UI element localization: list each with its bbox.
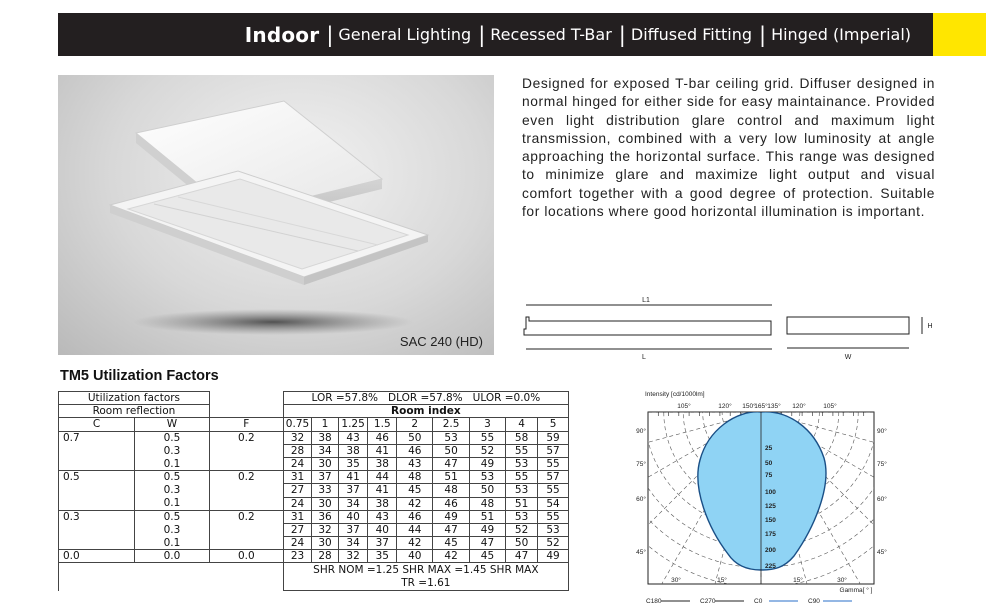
header-separator: |	[478, 22, 486, 47]
utilization-value: 45	[469, 550, 505, 563]
utilization-value: 48	[469, 497, 505, 510]
header-title	[245, 13, 911, 56]
dlor-value: DLOR =57.8%	[388, 392, 463, 405]
utilization-value: 55	[538, 484, 569, 497]
reflection-w-cell: 0.5	[135, 510, 210, 523]
dim-label-l1: L1	[642, 297, 650, 304]
utilization-value: 30	[312, 457, 338, 470]
top-angle-label: 120°	[792, 403, 806, 410]
ring-value-label: 200	[765, 547, 776, 554]
utilization-value: 55	[469, 431, 505, 444]
right-angle-label: 90°	[877, 428, 887, 435]
reflection-w-cell: 0.3	[135, 444, 210, 457]
utilization-value: 50	[469, 484, 505, 497]
top-angle-label: 105°	[677, 403, 691, 410]
header-tag-diffused: Diffused Fitting	[630, 25, 752, 44]
dim-label-w: W	[844, 354, 852, 361]
left-angle-label: 75°	[636, 461, 646, 468]
utilization-table	[58, 391, 569, 591]
bottom-angle-label: 30°	[671, 577, 681, 584]
legend-label: C0	[754, 598, 763, 605]
table-title: TM5 Utilization Factors	[60, 368, 219, 384]
lor-line	[283, 392, 568, 405]
utilization-value: 55	[506, 444, 538, 457]
utilization-value: 41	[368, 484, 397, 497]
utilization-value: 44	[397, 523, 433, 536]
dim-label-h: H	[927, 323, 933, 330]
shr-line-1: SHR NOM =1.25 SHR MAX =1.45 SHR MAX	[313, 564, 539, 577]
utilization-value: 40	[397, 550, 433, 563]
shr-line-2: TR =1.61	[401, 576, 451, 589]
header-separator: |	[759, 22, 767, 47]
utilization-value: 31	[283, 510, 312, 523]
header-tag-general-lighting: General Lighting	[338, 25, 472, 44]
utilization-value: 43	[338, 431, 368, 444]
utilization-value: 45	[433, 537, 469, 550]
product-photo	[58, 75, 494, 355]
utilization-value: 43	[397, 457, 433, 470]
legend-label: C180	[646, 598, 662, 605]
top-angle-label: 165°	[754, 403, 768, 410]
utilization-value: 24	[283, 457, 312, 470]
utilization-value: 38	[312, 431, 338, 444]
utilization-value: 37	[338, 484, 368, 497]
utilization-value: 47	[433, 457, 469, 470]
blank-cell	[59, 563, 284, 591]
room-index-header: 1	[312, 418, 338, 431]
dim-label-l: L	[642, 354, 646, 361]
lor-value: LOR =57.8%	[311, 392, 378, 405]
blank-cell	[209, 392, 283, 405]
reflection-f-cell: 0.2	[209, 471, 283, 484]
col-header-w: W	[135, 418, 210, 431]
reflection-c-cell: 0.5	[59, 471, 135, 484]
table-row	[59, 471, 569, 484]
reflection-w-cell: 0.5	[135, 471, 210, 484]
side-profile	[524, 317, 771, 335]
table-row	[59, 497, 569, 510]
left-angle-label: 45°	[636, 549, 646, 556]
utilization-value: 54	[538, 497, 569, 510]
reflection-c-cell: 0.3	[59, 510, 135, 523]
top-angle-label: 120°	[718, 403, 732, 410]
utilization-value: 50	[397, 431, 433, 444]
reflection-c-cell	[59, 497, 135, 510]
reflection-f-cell: 0.0	[209, 550, 283, 563]
luminaire-illustration	[58, 75, 494, 355]
utilization-value: 49	[469, 523, 505, 536]
table-row	[59, 444, 569, 457]
ring-value-label: 225	[765, 563, 776, 570]
room-index-header: 1.5	[368, 418, 397, 431]
utilization-value: 55	[538, 510, 569, 523]
utilization-value: 40	[368, 523, 397, 536]
utilization-value: 47	[433, 523, 469, 536]
utilization-value: 49	[469, 457, 505, 470]
table-row	[59, 510, 569, 523]
utilization-value: 53	[469, 471, 505, 484]
utilization-value: 36	[312, 510, 338, 523]
utilization-value: 46	[368, 431, 397, 444]
utilization-value: 34	[338, 537, 368, 550]
reflection-w-cell: 0.3	[135, 523, 210, 536]
utilization-value: 50	[506, 537, 538, 550]
table-row	[59, 537, 569, 550]
polar-chart	[618, 388, 908, 606]
reflection-f-cell: 0.2	[209, 431, 283, 444]
reflection-c-cell: 0.0	[59, 550, 135, 563]
room-index-header: 2	[397, 418, 433, 431]
header-separator: |	[326, 22, 334, 47]
reflection-f-cell	[209, 457, 283, 470]
top-angle-label: 105°	[823, 403, 837, 410]
reflection-w-cell: 0.5	[135, 431, 210, 444]
utilization-value: 53	[538, 523, 569, 536]
reflection-w-cell: 0.3	[135, 484, 210, 497]
reflection-c-cell	[59, 484, 135, 497]
reflection-f-cell	[209, 484, 283, 497]
room-index-header: 4	[506, 418, 538, 431]
reflection-f-cell	[209, 497, 283, 510]
utilization-value: 28	[312, 550, 338, 563]
reflection-f-cell: 0.2	[209, 510, 283, 523]
utilization-value: 27	[283, 484, 312, 497]
end-profile	[787, 317, 909, 334]
utilization-value: 27	[283, 523, 312, 536]
ulor-value: ULOR =0.0%	[472, 392, 541, 405]
table-header-row	[59, 418, 569, 431]
utilization-value: 57	[538, 444, 569, 457]
room-index-header: 2.5	[433, 418, 469, 431]
reflection-f-cell	[209, 537, 283, 550]
header-category: Indoor	[244, 22, 320, 47]
utilization-value: 31	[283, 471, 312, 484]
utilization-value: 53	[433, 431, 469, 444]
table-body	[59, 431, 569, 563]
utilization-value: 49	[538, 550, 569, 563]
polar-diagram	[618, 388, 908, 606]
intensity-label: Intensity [cd/1000lm]	[645, 391, 705, 398]
utilization-label: Utilization factors	[59, 392, 210, 405]
reflection-c-cell	[59, 523, 135, 536]
utilization-value: 33	[312, 484, 338, 497]
ring-value-label: 100	[765, 489, 776, 496]
utilization-value: 32	[338, 550, 368, 563]
room-index-header: 5	[538, 418, 569, 431]
ring-value-label: 150	[765, 517, 776, 524]
right-angle-label: 60°	[877, 496, 887, 503]
utilization-value: 51	[433, 471, 469, 484]
header-separator: |	[618, 22, 626, 47]
utilization-value: 40	[338, 510, 368, 523]
reflection-c-cell	[59, 537, 135, 550]
utilization-value: 23	[283, 550, 312, 563]
utilization-value: 49	[433, 510, 469, 523]
reflection-w-cell: 0.1	[135, 497, 210, 510]
utilization-value: 35	[338, 457, 368, 470]
utilization-value: 38	[368, 497, 397, 510]
legend-label: C90	[808, 598, 820, 605]
ring-value-label: 25	[765, 445, 773, 452]
right-angle-label: 75°	[877, 461, 887, 468]
bottom-angle-label: 15°	[793, 577, 803, 584]
utilization-value: 32	[312, 523, 338, 536]
utilization-value: 52	[469, 444, 505, 457]
right-angle-label: 45°	[877, 549, 887, 556]
utilization-value: 37	[312, 471, 338, 484]
room-index-header: 3	[469, 418, 505, 431]
utilization-value: 35	[368, 550, 397, 563]
utilization-value: 38	[368, 457, 397, 470]
utilization-value: 28	[283, 444, 312, 457]
room-reflection-label: Room reflection	[59, 405, 210, 418]
utilization-value: 48	[397, 471, 433, 484]
utilization-value: 42	[397, 497, 433, 510]
utilization-value: 58	[506, 431, 538, 444]
reflection-f-cell	[209, 444, 283, 457]
ring-value-label: 75	[765, 472, 773, 479]
utilization-value: 34	[312, 444, 338, 457]
top-angle-label: 135°	[767, 403, 781, 410]
header-bar	[58, 13, 933, 56]
utilization-value: 34	[338, 497, 368, 510]
top-angle-label: 150°	[742, 403, 756, 410]
utilization-value: 44	[368, 471, 397, 484]
utilization-value: 55	[506, 471, 538, 484]
reflection-w-cell: 0.1	[135, 537, 210, 550]
room-index-label: Room index	[283, 405, 568, 418]
utilization-value: 59	[538, 431, 569, 444]
utilization-value: 51	[469, 510, 505, 523]
product-model-label: SAC 240 (HD)	[399, 334, 483, 349]
ring-value-label: 50	[765, 460, 773, 467]
utilization-value: 52	[538, 537, 569, 550]
utilization-value: 53	[506, 510, 538, 523]
utilization-value: 37	[368, 537, 397, 550]
table-row	[59, 523, 569, 536]
product-description: Designed for exposed T-bar ceiling grid. Diffuser designed in normal hinged for either side for easy maintainance. Provided even light distribution glare control and maximum light transmission, combined with a very low luminosity at angle approaching the horizontal surface. This range was designed to minimize glare and maximize light output and visual comfort together with a good degree of protection. Suitable for locations where good horizontal illumination is important.	[522, 76, 935, 220]
utilization-value: 55	[538, 457, 569, 470]
utilization-value: 43	[368, 510, 397, 523]
utilization-value: 52	[506, 523, 538, 536]
table-row	[59, 457, 569, 470]
utilization-value: 41	[368, 444, 397, 457]
room-index-header: 0.75	[283, 418, 312, 431]
left-angle-label: 60°	[636, 496, 646, 503]
gamma-label: Gamma[ ° ]	[839, 587, 873, 594]
left-angle-label: 90°	[636, 428, 646, 435]
header-accent-block	[933, 13, 986, 56]
reflection-w-cell: 0.1	[135, 457, 210, 470]
shr-values	[283, 563, 568, 591]
utilization-value: 42	[433, 550, 469, 563]
utilization-value: 46	[397, 444, 433, 457]
utilization-value: 50	[433, 444, 469, 457]
reflection-c-cell: 0.7	[59, 431, 135, 444]
header-tag-recessed: Recessed T-Bar	[490, 25, 612, 44]
utilization-value: 45	[397, 484, 433, 497]
reflection-w-cell: 0.0	[135, 550, 210, 563]
utilization-value: 47	[506, 550, 538, 563]
reflection-c-cell	[59, 444, 135, 457]
utilization-value: 30	[312, 497, 338, 510]
table-row	[59, 484, 569, 497]
blank-cell	[209, 405, 283, 418]
room-index-header: 1.25	[338, 418, 368, 431]
utilization-value: 41	[338, 471, 368, 484]
utilization-value: 48	[433, 484, 469, 497]
utilization-value: 30	[312, 537, 338, 550]
bottom-angle-label: 15°	[717, 577, 727, 584]
utilization-value: 38	[338, 444, 368, 457]
utilization-value: 57	[538, 471, 569, 484]
reflection-f-cell	[209, 523, 283, 536]
utilization-value: 24	[283, 537, 312, 550]
col-header-c: C	[59, 418, 135, 431]
table-row	[59, 431, 569, 444]
utilization-value: 53	[506, 484, 538, 497]
utilization-value: 47	[469, 537, 505, 550]
dimension-drawing	[520, 290, 940, 365]
table-row	[59, 550, 569, 563]
utilization-value: 42	[397, 537, 433, 550]
utilization-value: 46	[397, 510, 433, 523]
utilization-value: 53	[506, 457, 538, 470]
ring-value-label: 125	[765, 503, 776, 510]
utilization-value: 24	[283, 497, 312, 510]
utilization-value: 32	[283, 431, 312, 444]
legend-label: C270	[700, 598, 716, 605]
header-tag-hinged: Hinged (Imperial)	[771, 25, 911, 44]
utilization-value: 46	[433, 497, 469, 510]
utilization-value: 37	[338, 523, 368, 536]
col-header-f: F	[209, 418, 283, 431]
bottom-angle-label: 30°	[837, 577, 847, 584]
ring-value-label: 175	[765, 531, 776, 538]
utilization-value: 51	[506, 497, 538, 510]
reflection-c-cell	[59, 457, 135, 470]
